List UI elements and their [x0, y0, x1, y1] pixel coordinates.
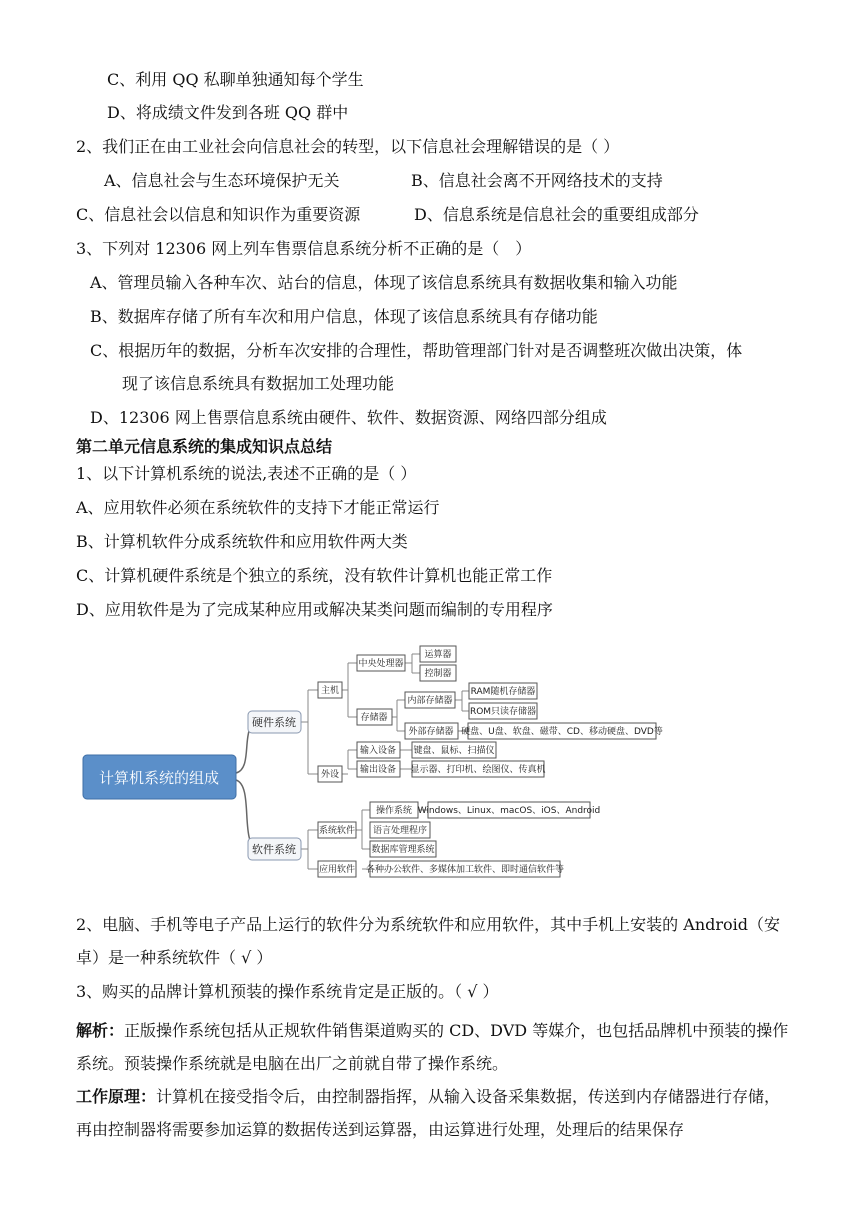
q3-option-c: C、根据历年的数据，分析车次安排的合理性，帮助管理部门针对是否调整班次做出决策，体 [90, 341, 743, 360]
statement-2: 2、电脑、手机等电子产品上运行的软件分为系统软件和应用软件，其中手机上安装的 Android（安卓）是一种系统软件（ √ ） [76, 915, 781, 967]
explanation-label: 解析： [76, 1021, 125, 1040]
os-label: 操作系统 [375, 806, 413, 816]
host-label: 主机 [320, 686, 340, 696]
q3-option-b: B、数据库存储了所有车次和用户信息，体现了该信息系统具有存储功能 [90, 307, 598, 326]
system-software-label: 系统软件 [318, 826, 356, 836]
hardware-label: 硬件系统 [252, 716, 296, 729]
ram-label: RAM随机存储器 [470, 687, 536, 697]
alu-label: 运算器 [424, 650, 452, 660]
controller-label: 控制器 [424, 669, 452, 679]
q1-option-c: C、计算机硬件系统是个独立的系统，没有软件计算机也能正常工作 [76, 566, 553, 585]
storage-label: 存储器 [360, 713, 388, 723]
q2-option-a: A、信息社会与生态环境保护无关 [104, 171, 340, 190]
section-heading: 第二单元信息系统的集成知识点总结 [76, 437, 333, 456]
application-software-label: 应用软件 [318, 865, 356, 875]
software-label: 软件系统 [252, 843, 296, 856]
working-principle-label: 工作原理： [76, 1087, 157, 1106]
q1-option-a: A、应用软件必须在系统软件的支持下才能正常运行 [76, 498, 440, 517]
statement-3: 3、购买的品牌计算机预装的操作系统肯定是正版的。（ √ ） [76, 982, 499, 1001]
working-principle-text: 计算机在接受指令后，由控制器指挥，从输入设备采集数据，传送到内存储器进行存储，再由控制器将需要参加运算的数据传送到运算器，由运算进行处理，处理后的结果保存 [76, 1087, 781, 1139]
explanation-paragraph [76, 1014, 796, 1080]
q3-option-a: A、管理员输入各种车次、站台的信息，体现了该信息系统具有数据收集和输入功能 [90, 273, 678, 292]
language-processor-label: 语言处理程序 [372, 826, 428, 836]
output-items-label: 显示器、打印机、绘图仪、传真机 [410, 765, 546, 775]
question-3: 3、下列对 12306 网上列车售票信息系统分析不正确的是（ ） [76, 239, 532, 258]
cpu-label: 中央处理器 [358, 659, 404, 669]
q2-option-d: D、信息系统是信息社会的重要组成部分 [414, 205, 699, 224]
option-c-qq: C、利用 QQ 私聊单独通知每个学生 [107, 70, 364, 89]
q2-option-c: C、信息社会以信息和知识作为重要资源 [76, 205, 361, 224]
q2-option-b: B、信息社会离不开网络技术的支持 [411, 171, 663, 190]
peripheral-label: 外设 [320, 770, 340, 780]
input-items-label: 键盘、鼠标、扫描仪 [413, 746, 495, 756]
internal-storage-label: 内部存储器 [407, 696, 453, 706]
dbms-label: 数据库管理系统 [371, 845, 435, 855]
output-device-label: 输出设备 [359, 765, 397, 775]
q1-option-d: D、应用软件是为了完成某种应用或解决某类问题而编制的专用程序 [76, 600, 553, 619]
q3-option-c-cont: 现了该信息系统具有数据加工处理功能 [122, 374, 395, 393]
external-storage-label: 外部存储器 [408, 727, 454, 737]
app-items-label: 各种办公软件、多媒体加工软件、即时通信软件等 [365, 865, 565, 875]
question-2: 2、我们正在由工业社会向信息社会的转型，以下信息社会理解错误的是（ ） [76, 137, 620, 156]
input-device-label: 输入设备 [359, 746, 397, 756]
working-principle-paragraph [76, 1080, 796, 1146]
rom-label: ROM只读存储器 [469, 707, 537, 717]
q3-option-d: D、12306 网上售票信息系统由硬件、软件、数据资源、网络四部分组成 [90, 408, 607, 427]
option-d-qq: D、将成绩文件发到各班 QQ 群中 [107, 103, 349, 122]
root-label: 计算机系统的组成 [98, 769, 220, 787]
os-items-label: Windows、Linux、macOS、iOS、Android [417, 806, 601, 816]
explanation-text: 正版操作系统包括从正规软件销售渠道购买的 CD、DVD 等媒介，也包括品牌机中预装的操作系统。预装操作系统就是电脑在出厂之前就自带了操作系统。 [76, 1021, 789, 1073]
q1-option-b: B、计算机软件分成系统软件和应用软件两大类 [76, 532, 408, 551]
external-items-label: 硬盘、U盘、软盘、磁带、CD、移动硬盘、DVD等 [461, 727, 663, 737]
computer-system-mindmap [0, 638, 860, 898]
question-1: 1、以下计算机系统的说法,表述不正确的是（ ） [76, 464, 417, 483]
